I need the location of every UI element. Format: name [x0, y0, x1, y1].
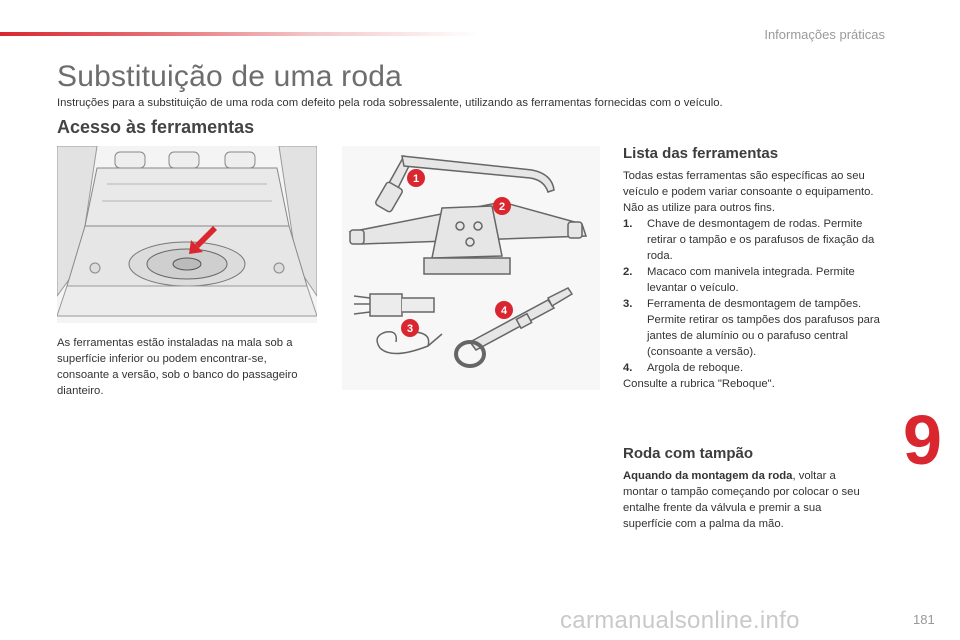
tools-footer: Consulte a rubrica "Reboque". — [623, 378, 775, 390]
hubcap-heading: Roda com tampão — [623, 445, 754, 462]
list-item — [623, 360, 893, 376]
callout-4: 4 — [500, 305, 508, 317]
section-heading: Acesso às ferramentas — [57, 117, 255, 137]
hubcap-text-body: , voltar a montar o tampão começando por colocar o seu entalhe frente da válvula e premir a sua superfície com a palma da mão. — [623, 470, 860, 530]
section-title: Informações práticas — [764, 27, 885, 42]
list-item-text: Ferramenta de desmontagem de tampões. Permite retirar os tampões dos parafusos para jantes de alumínio ou o parafuso central (consoante a versão). — [647, 298, 880, 358]
tools-illustration — [342, 146, 600, 390]
hubcap-text-bold: Aquando da montagem da roda — [623, 470, 793, 482]
intro-text: Instruções para a substituição de uma roda com defeito pela roda sobressalente, utilizando as ferramentas fornecidas com o veículo. — [57, 97, 723, 109]
tools-location-caption: As ferramentas estão instaladas na mala sob a superfície inferior ou podem encontrar-se, consoante a versão, sob o banco do passageiro dianteiro. — [57, 337, 298, 397]
red-arrow-icon — [185, 224, 219, 258]
header-accent-bar — [0, 32, 480, 36]
hubcap-text — [623, 468, 873, 532]
list-item-text: Argola de reboque. — [647, 362, 744, 374]
list-item-text: Macaco com manivela integrada. Permite levantar o veículo. — [647, 266, 855, 294]
chapter-number: 9 — [903, 401, 942, 479]
tools-list — [623, 168, 893, 392]
list-item-text: Chave de desmontagem de rodas. Permite retirar o tampão e os parafusos de fixação da roda. — [647, 218, 875, 262]
trunk-photo — [57, 146, 317, 323]
list-item-number: 4. — [623, 362, 633, 374]
callout-3: 3 — [406, 323, 414, 335]
list-item-number: 2. — [623, 266, 633, 278]
tools-list-heading: Lista das ferramentas — [623, 145, 779, 162]
callout-2: 2 — [498, 201, 506, 213]
page-title: Substituição de uma roda — [57, 60, 403, 93]
page-number: 181 — [913, 612, 935, 627]
list-item-number: 1. — [623, 218, 633, 230]
tools-intro: Todas estas ferramentas são específicas ao seu veículo e podem variar consoante o equipamento. Não as utilize para outros fins. — [623, 170, 874, 214]
list-item-number: 3. — [623, 298, 633, 310]
list-item — [623, 296, 893, 360]
list-item — [623, 216, 893, 264]
list-item — [623, 264, 893, 296]
callout-1: 1 — [412, 173, 420, 185]
watermark: carmanualsonline.info — [560, 607, 800, 634]
